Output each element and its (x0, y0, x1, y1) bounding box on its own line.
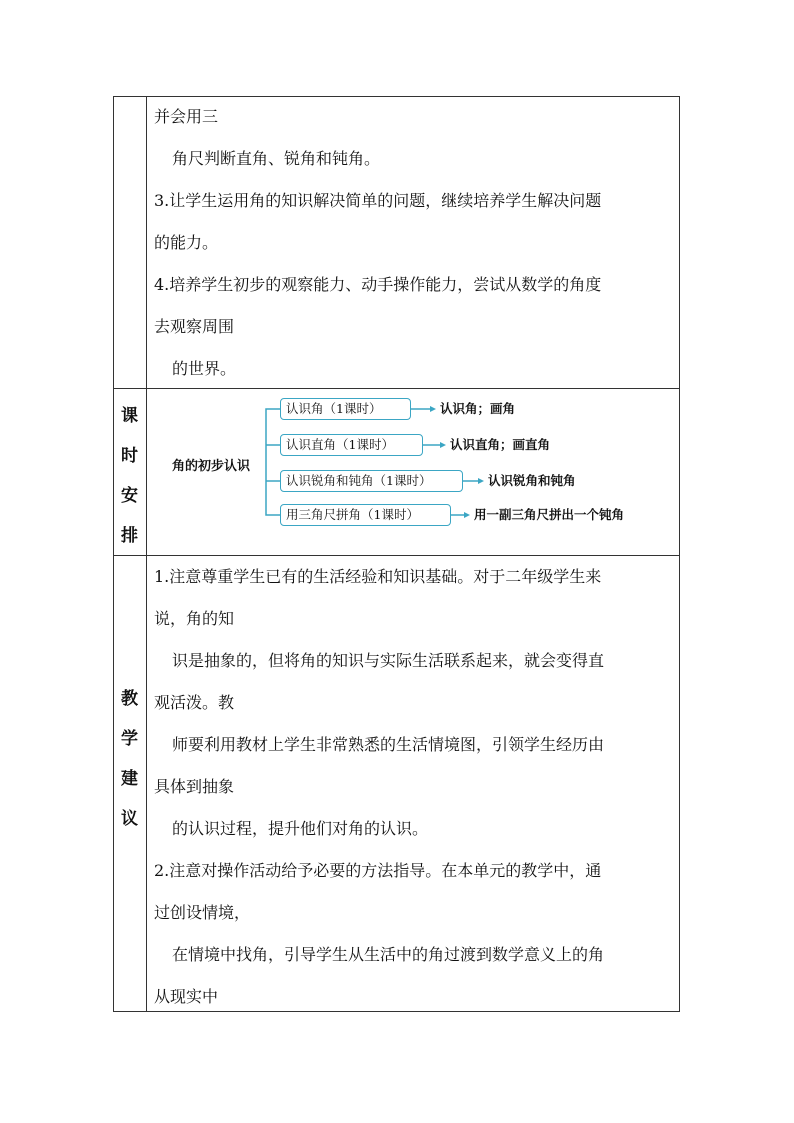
advice-line: 师要利用教材上学生非常熟悉的生活情境图，引领学生经历由 (172, 735, 605, 754)
goals-line: 并会用三 (154, 107, 219, 126)
advice-line: 具体到抽象 (154, 777, 235, 796)
goals-line: 的世界。 (172, 359, 237, 378)
schedule-label-char: 安 (121, 486, 138, 506)
advice-label (113, 556, 146, 1012)
advice-line: 的认识过程，提升他们对角的认识。 (172, 819, 429, 838)
goals-line: 3.让学生运用角的知识解决简单的问题，继续培养学生解决问题 (154, 191, 602, 210)
arrow-head-icon (430, 406, 436, 412)
schedule-result: 认识角；画角 (440, 401, 516, 416)
schedule-label-char: 课 (121, 406, 138, 426)
advice-line: 说，角的知 (154, 609, 235, 628)
advice-line: 1.注意尊重学生已有的生活经验和知识基础。对于二年级学生来 (154, 567, 602, 586)
schedule-diagram (148, 389, 678, 555)
schedule-box: 认识直角（1课时） (280, 434, 423, 456)
goals-line: 去观察周围 (154, 317, 235, 336)
column-divider (146, 96, 147, 1012)
row-divider-2 (113, 555, 680, 556)
schedule-label-char: 排 (121, 526, 138, 546)
branch-lines (266, 409, 280, 515)
advice-label-char: 学 (121, 729, 138, 749)
advice-line: 观活泼。教 (154, 693, 235, 712)
schedule-box: 认识角（1课时） (280, 398, 411, 420)
goals-line: 4.培养学生初步的观察能力、动手操作能力，尝试从数学的角度 (154, 275, 602, 294)
advice-line: 识是抽象的，但将角的知识与实际生活联系起来，就会变得直 (172, 651, 605, 670)
goals-line: 角尺判断直角、锐角和钝角。 (172, 149, 381, 168)
schedule-result: 认识锐角和钝角 (488, 473, 576, 488)
advice-label-char: 教 (121, 689, 138, 709)
arrow-head-icon (478, 478, 484, 484)
schedule-box: 认识锐角和钝角（1课时） (280, 470, 463, 492)
arrow-head-icon (440, 442, 446, 448)
advice-line: 2.注意对操作活动给予必要的方法指导。在本单元的教学中，通 (154, 861, 602, 880)
schedule-box: 用三角尺拼角（1课时） (280, 504, 451, 526)
schedule-label-char: 时 (121, 446, 138, 466)
schedule-result: 用一副三角尺拼出一个钝角 (474, 507, 625, 522)
schedule-result: 认识直角；画直角 (450, 437, 551, 452)
advice-label-char: 议 (121, 809, 138, 829)
advice-line: 从现实中 (154, 987, 219, 1006)
advice-line: 过创设情境， (154, 903, 251, 922)
schedule-root: 角的初步认识 (172, 459, 251, 474)
advice-label-char: 建 (121, 769, 138, 789)
schedule-label (113, 389, 146, 555)
advice-line: 在情境中找角，引导学生从生活中的角过渡到数学意义上的角 (172, 945, 605, 964)
goals-line: 的能力。 (154, 233, 219, 252)
arrow-head-icon (464, 512, 470, 518)
